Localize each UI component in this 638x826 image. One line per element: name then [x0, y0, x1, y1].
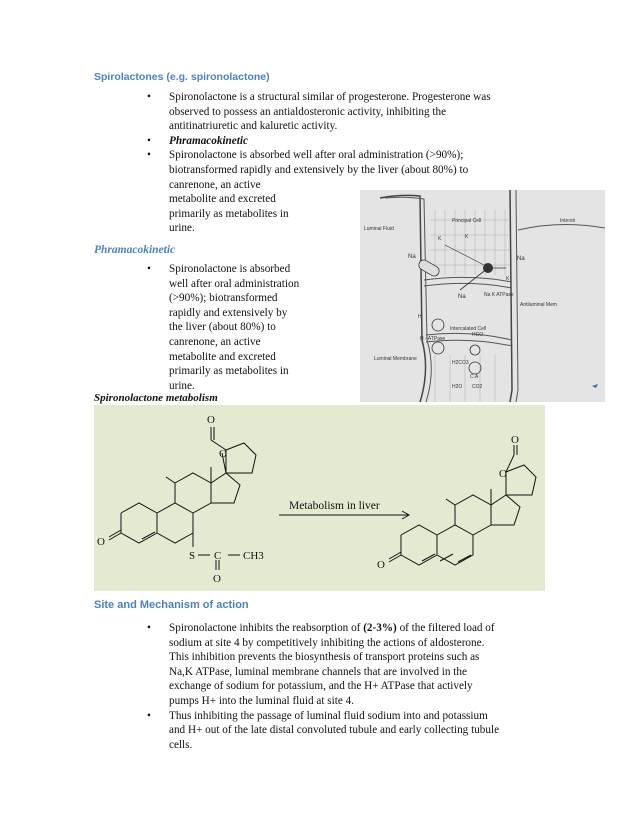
left-c: C — [214, 550, 222, 562]
fig-label-luminal-fluid: Luminal Fluid — [364, 226, 394, 232]
fig-label-luminal-membrane: Luminal Membrane — [374, 356, 417, 362]
left-s: S — [189, 550, 196, 562]
fig-label-atpase: Na K ATPase — [484, 292, 514, 298]
right-o-ketone: O — [377, 559, 385, 571]
fig-label-k1: K — [438, 236, 442, 242]
section-heading-spirolactones: Spirolactones (e.g. spironolactone) — [94, 71, 270, 83]
fig-label-co2: CO2 — [472, 384, 483, 390]
fig-label-k2: K — [465, 234, 469, 240]
left-o-ketone: O — [97, 536, 105, 548]
fig-label-hco3: HCO — [472, 332, 484, 338]
section-heading-pharmacokinetic: Phramacokinetic — [94, 244, 176, 256]
fig-label-na-bottom: Na — [458, 294, 466, 300]
bullet-absorption-repeat: • Spironolactone is absorbed well after oral administration (>90%); biotransformed rapidly and extensively by the liver (about 80%) to canrenone, an active metabolite and excreted primarily as metabolites in urine. — [147, 263, 300, 392]
bullet-pharmacokinetic-label: • Phramacokinetic — [147, 134, 248, 147]
bullet-inhibits-passage: • Thus inhibiting the passage of luminal fluid sodium into and potassium and H+ out of the late distal convoluted tubule and early collecting tubule cells. — [147, 709, 500, 751]
left-o-carbonyl: O — [207, 414, 215, 426]
fig-label-antiluminal: Antiluminal Mem — [520, 302, 557, 308]
bullet-inhibits-reabsorption: • Spironolactone inhibits the reabsorption of (2-3%) of the filtered load of sodium at site 4 by competitively inhibiting the actions of aldosterone. This inhibition prevents the biosynthesis of transport proteins such as Na,K ATPase, luminal membrane channels that are involved in the exchange of sodium for potassium, and the H+ ATPase that actively pumps H+ into the luminal fluid at site 4. — [147, 622, 495, 707]
fig-label-h-atpase: H - ATPase — [420, 336, 446, 342]
fig-label-ca: C.A — [470, 374, 479, 380]
section2-bullets — [147, 262, 347, 393]
bullet-structure: • Spironolactone is a structural similar of progesterone. Progesterone was observed to possess an antialdosteronic activity, inhibiting the antitinatriuretic and kaluretic activity. — [147, 91, 491, 133]
left-ch3: CH3 — [243, 550, 264, 562]
collecting-duct-figure — [360, 190, 605, 402]
left-o-acyl: O — [213, 573, 221, 585]
fig-label-na-right: Na — [517, 256, 525, 262]
section-heading-site-mechanism: Site and Mechanism of action — [94, 599, 249, 611]
fig-label-intercalated: Intercalated Cell — [450, 326, 487, 332]
bullet-absorption: • Spironolactone is absorbed well after oral administration (>90%); biotransformed rapidly and extensively by the liver (about 80%) to canrenone, an active metabolite and excreted primarily as metabolites in urine. — [147, 149, 469, 235]
section3-bullets — [147, 621, 547, 752]
fig-label-h: H — [418, 314, 422, 320]
fig-label-h2o: H2O — [452, 384, 463, 390]
right-o-ring: O — [499, 468, 507, 480]
metabolism-heading: Spironolactone metabolism — [94, 392, 218, 404]
arrow-label: Metabolism in liver — [289, 500, 380, 512]
fig-label-na-left: Na — [408, 254, 416, 260]
metabolism-diagram — [94, 405, 545, 591]
fig-label-k3: K — [506, 276, 510, 282]
fig-label-h2co3: H2CO3 — [452, 360, 469, 366]
fig-label-principal-cell: Principal Cell — [452, 218, 482, 224]
right-o-carbonyl: O — [511, 434, 519, 446]
left-o-ring: O — [219, 448, 227, 460]
fig-label-interstitium: Intersti — [560, 218, 576, 224]
